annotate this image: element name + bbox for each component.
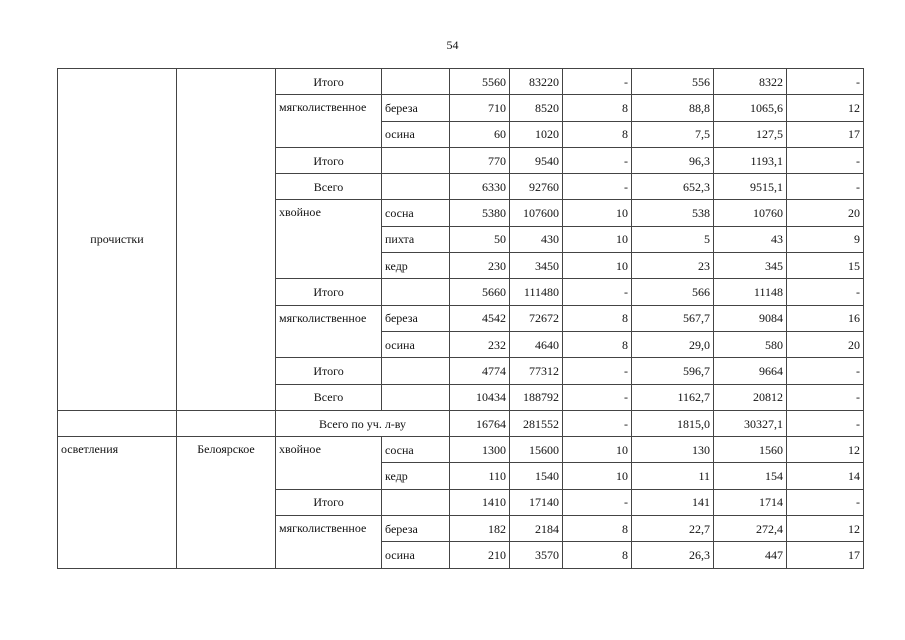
table-cell: 10 [563,226,632,252]
subtotal-label: Итого [276,147,382,173]
table-cell: - [787,384,864,410]
total-label: Всего [276,384,382,410]
page-number: 54 [446,38,459,52]
table-row [58,410,864,436]
table-cell: - [787,358,864,384]
table-cell: 110 [450,463,510,489]
total-label: Всего [276,174,382,200]
table-cell: 3450 [510,253,563,279]
table-cell: - [563,69,632,95]
table-cell: 92760 [510,174,563,200]
species-label: осина [382,542,450,568]
empty-cell [58,410,177,436]
table-cell: 11 [632,463,714,489]
table-cell: 580 [714,331,787,357]
table-cell: 9084 [714,305,787,331]
table-cell: 88,8 [632,95,714,121]
table-cell: 111480 [510,279,563,305]
table-cell: 17 [787,121,864,147]
table-cell: 556 [632,69,714,95]
table-cell: 1410 [450,489,510,515]
table-cell: 1193,1 [714,147,787,173]
species-cell [382,384,450,410]
table-cell: 20 [787,331,864,357]
grand-total-label: Всего по уч. л-ву [276,410,450,436]
subtotal-label: Итого [276,489,382,515]
table-cell: 447 [714,542,787,568]
table-cell: 1020 [510,121,563,147]
table-cell: - [563,358,632,384]
species-cell [382,147,450,173]
table-cell: 272,4 [714,516,787,542]
table-cell: 770 [450,147,510,173]
table-cell: 5 [632,226,714,252]
table-cell: - [787,69,864,95]
table-cell: - [787,147,864,173]
species-label: кедр [382,253,450,279]
table-cell: 9 [787,226,864,252]
table-cell: 8 [563,121,632,147]
table-cell: 3570 [510,542,563,568]
table-cell: 2184 [510,516,563,542]
table-cell: 23 [632,253,714,279]
table-row [58,437,864,463]
species-label: кедр [382,463,450,489]
table-cell: 9664 [714,358,787,384]
table-cell: 12 [787,95,864,121]
table-cell: - [787,174,864,200]
group-label: хвойное [276,437,382,490]
work-type-label: прочистки [90,232,144,247]
species-cell [382,489,450,515]
table-cell: 232 [450,331,510,357]
species-label: береза [382,95,450,121]
table-cell: 83220 [510,69,563,95]
table-cell: 12 [787,437,864,463]
table-cell: 1815,0 [632,410,714,436]
species-label: пихта [382,226,450,252]
table-cell: 14 [787,463,864,489]
empty-cell [177,410,276,436]
table-cell: 1714 [714,489,787,515]
table-cell: 188792 [510,384,563,410]
table-cell: 8 [563,516,632,542]
table-cell: 1162,7 [632,384,714,410]
species-label: осина [382,331,450,357]
table-cell: 96,3 [632,147,714,173]
table-cell: 8520 [510,95,563,121]
species-cell [382,279,450,305]
table-cell: 8322 [714,69,787,95]
table-cell: 29,0 [632,331,714,357]
table-cell: 141 [632,489,714,515]
table-cell: 15 [787,253,864,279]
table-cell: 15600 [510,437,563,463]
table-cell: 4774 [450,358,510,384]
table-cell: 1300 [450,437,510,463]
group-label: мягколиственное [276,95,382,148]
table-cell: 127,5 [714,121,787,147]
table-cell: 5380 [450,200,510,226]
table-cell: 566 [632,279,714,305]
table-cell: 50 [450,226,510,252]
table-cell: 26,3 [632,542,714,568]
subtotal-label: Итого [276,358,382,384]
table-cell: 230 [450,253,510,279]
table-cell: 60 [450,121,510,147]
table-row [58,69,864,95]
table-cell: 43 [714,226,787,252]
table-cell: 710 [450,95,510,121]
species-label: сосна [382,200,450,226]
species-label: береза [382,305,450,331]
species-cell [382,174,450,200]
table-cell: 5660 [450,279,510,305]
work-type-label: осветления [61,442,119,457]
table-cell: 281552 [510,410,563,436]
work-type-cell [58,437,177,568]
table-cell: 30327,1 [714,410,787,436]
table-cell: 10 [563,200,632,226]
species-label: сосна [382,437,450,463]
table-cell: 72672 [510,305,563,331]
table-cell: 5560 [450,69,510,95]
table-cell: 182 [450,516,510,542]
group-label: мягколиственное [276,516,382,569]
subtotal-label: Итого [276,69,382,95]
species-label: осина [382,121,450,147]
species-cell [382,69,450,95]
table-cell: 107600 [510,200,563,226]
group-label: хвойное [276,200,382,279]
table-cell: 538 [632,200,714,226]
table-cell: 4542 [450,305,510,331]
table-cell: 7,5 [632,121,714,147]
table-cell: 12 [787,516,864,542]
table-cell: - [563,384,632,410]
table-cell: - [563,410,632,436]
table-cell: - [787,279,864,305]
table-cell: 10434 [450,384,510,410]
table-cell: 10 [563,463,632,489]
table-cell: 20812 [714,384,787,410]
table-cell: 10 [563,253,632,279]
table-cell: 9515,1 [714,174,787,200]
forestry-cell [177,69,276,411]
table-cell: 345 [714,253,787,279]
subtotal-label: Итого [276,279,382,305]
table-cell: 567,7 [632,305,714,331]
table-cell: 11148 [714,279,787,305]
forestry-cell [177,437,276,568]
forestry-label: Белоярское [197,442,255,457]
table-cell: 20 [787,200,864,226]
species-label: береза [382,516,450,542]
table-cell: 430 [510,226,563,252]
table-cell: 16764 [450,410,510,436]
table-cell: - [563,147,632,173]
table-cell: 1540 [510,463,563,489]
table-cell: 17140 [510,489,563,515]
table-cell: 596,7 [632,358,714,384]
table-cell: - [563,174,632,200]
table-cell: 154 [714,463,787,489]
table-cell: - [787,410,864,436]
table-cell: 130 [632,437,714,463]
table-cell: 1560 [714,437,787,463]
table-cell: 1065,6 [714,95,787,121]
table-cell: 8 [563,542,632,568]
table-cell: 9540 [510,147,563,173]
table-cell: 6330 [450,174,510,200]
data-table [57,68,864,569]
table-cell: 8 [563,305,632,331]
table-cell: 22,7 [632,516,714,542]
table-cell: 210 [450,542,510,568]
table-cell: 8 [563,331,632,357]
table-cell: 77312 [510,358,563,384]
table-cell: 10 [563,437,632,463]
work-type-cell [58,69,177,411]
table-cell: - [563,489,632,515]
table-cell: 4640 [510,331,563,357]
table-cell: 8 [563,95,632,121]
species-cell [382,358,450,384]
table-cell: 10760 [714,200,787,226]
table-cell: - [787,489,864,515]
table-cell: 652,3 [632,174,714,200]
table-cell: 16 [787,305,864,331]
table-cell: 17 [787,542,864,568]
group-label: мягколиственное [276,305,382,358]
table-cell: - [563,279,632,305]
